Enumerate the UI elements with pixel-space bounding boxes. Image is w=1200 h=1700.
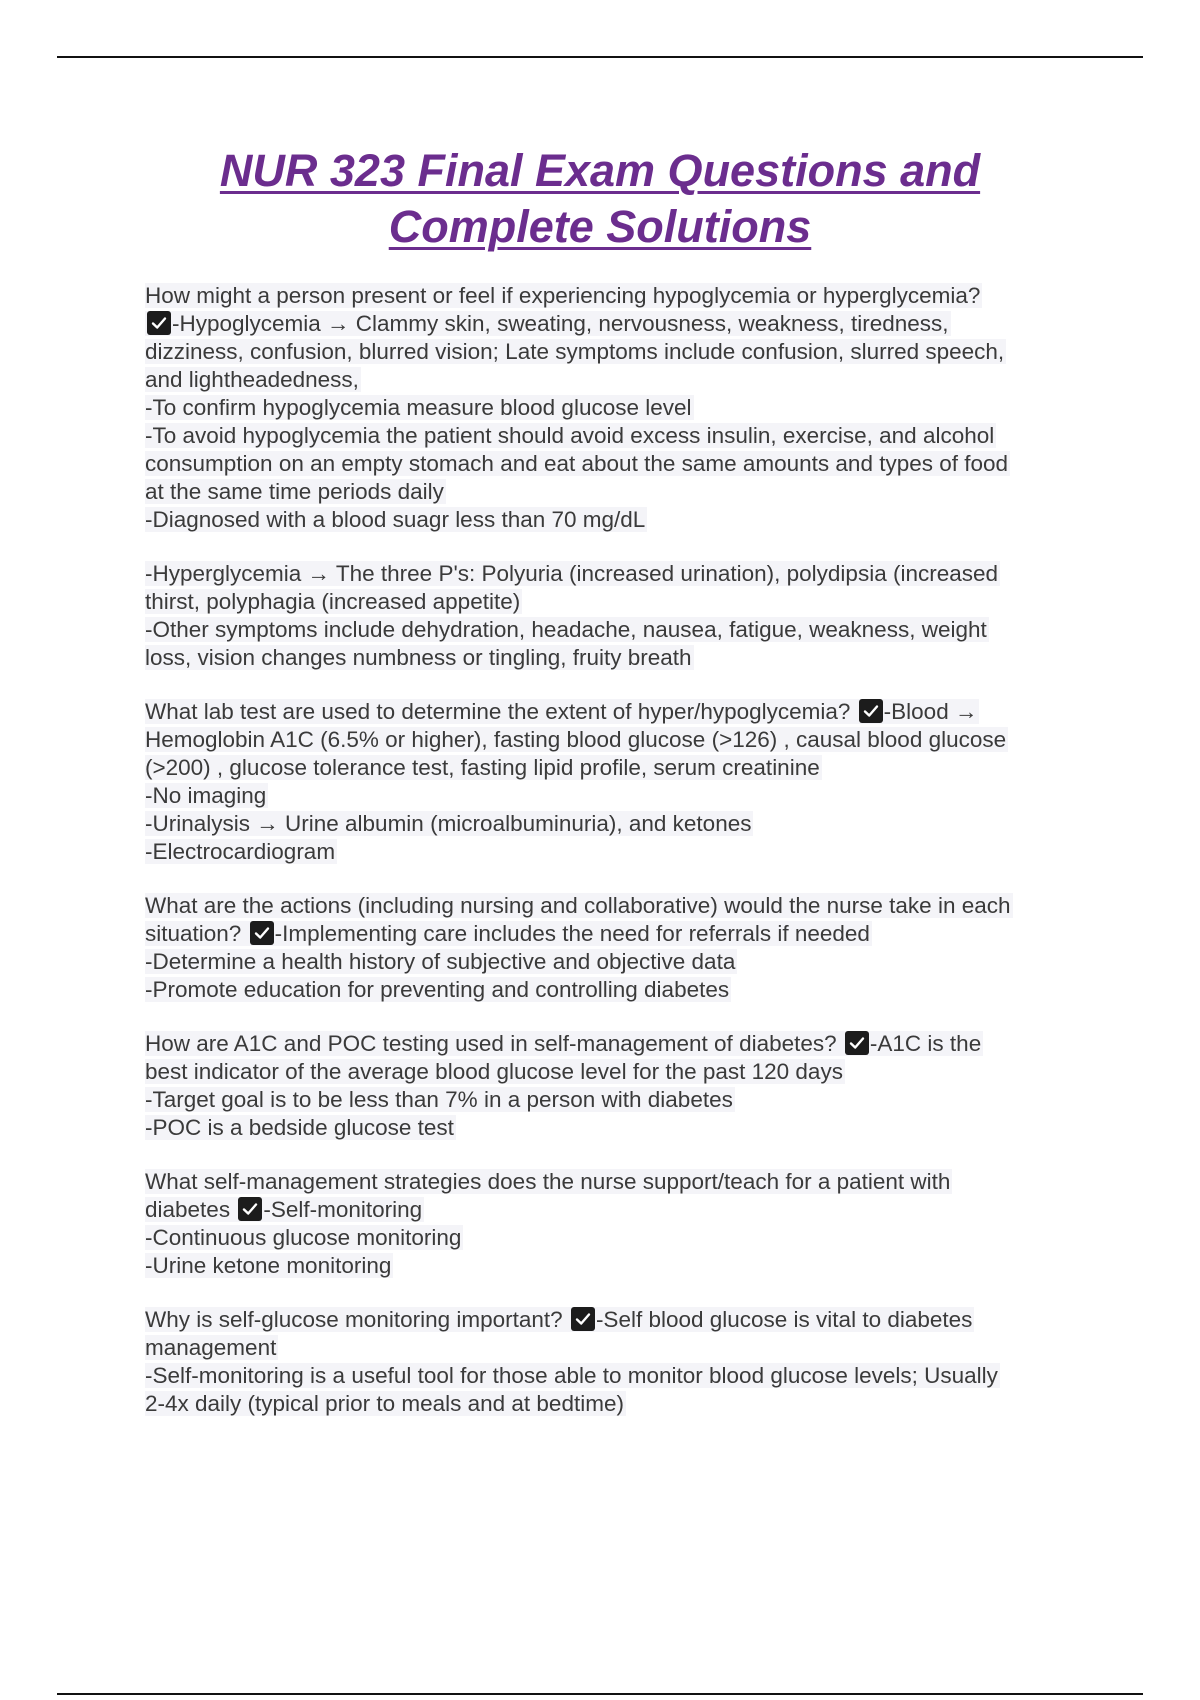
qa-list: [145, 282, 1080, 1444]
qa-text: diabetes: [145, 1197, 231, 1222]
qa-text: -Hypoglycemia → Clammy skin, sweating, nervousness, weakness, tiredness,: [172, 311, 949, 336]
qa-text: -Urinalysis → Urine albumin (microalbuminuria), and ketones: [145, 811, 752, 836]
qa-answer-text: -Blood →: [883, 699, 978, 724]
qa-text: 2-4x daily (typical prior to meals and at bedtime): [145, 1391, 624, 1416]
qa-text: at the same time periods daily: [145, 479, 444, 504]
qa-text: Hemoglobin A1C (6.5% or higher), fasting blood glucose (>126) , causal blood glucose: [145, 727, 1007, 752]
qa-line: [145, 726, 1080, 754]
checkmark-icon: [845, 1031, 869, 1055]
qa-text: best indicator of the average blood glucose level for the past 120 days: [145, 1059, 843, 1084]
qa-line: [145, 1390, 1080, 1418]
qa-line: [145, 616, 1080, 644]
qa-text: -Hyperglycemia → The three P's: Polyuria (increased urination), polydipsia (increased: [145, 561, 999, 586]
qa-line: [145, 1362, 1080, 1390]
qa-text: -Determine a health history of subjective and objective data: [145, 949, 736, 974]
qa-text: situation?: [145, 921, 242, 946]
qa-text: How are A1C and POC testing used in self-management of diabetes?: [145, 1031, 837, 1056]
qa-block: [145, 560, 1080, 672]
qa-line: [145, 1086, 1080, 1114]
qa-line: [145, 1224, 1080, 1252]
qa-text: -Promote education for preventing and controlling diabetes: [145, 977, 730, 1002]
qa-text: How might a person present or feel if experiencing hypoglycemia or hyperglycemia?: [145, 283, 981, 308]
qa-line: [145, 1114, 1080, 1142]
qa-line: [145, 948, 1080, 976]
qa-text: -To avoid hypoglycemia the patient should avoid excess insulin, exercise, and alcohol: [145, 423, 995, 448]
qa-text: -Other symptoms include dehydration, headache, nausea, fatigue, weakness, weight: [145, 617, 987, 642]
qa-line: [145, 644, 1080, 672]
qa-line: [145, 310, 1080, 338]
title-line-1: NUR 323 Final Exam Questions and: [219, 145, 981, 196]
qa-line: [145, 698, 1080, 726]
qa-line: [145, 338, 1080, 366]
qa-text: management: [145, 1335, 277, 1360]
qa-text: -Self-monitoring is a useful tool for those able to monitor blood glucose levels; Usually: [145, 1363, 998, 1388]
qa-line: [145, 1306, 1080, 1334]
qa-line: [145, 810, 1080, 838]
qa-block: [145, 698, 1080, 866]
checkmark-icon: [571, 1307, 595, 1331]
title-line-2: Complete Solutions: [388, 201, 812, 252]
qa-text: -Urine ketone monitoring: [145, 1253, 392, 1278]
qa-line: [145, 838, 1080, 866]
qa-text: and lightheadedness,: [145, 367, 359, 392]
qa-answer-text: -Self blood glucose is vital to diabetes: [595, 1307, 973, 1332]
qa-line: [145, 1252, 1080, 1280]
qa-text: (>200) , glucose tolerance test, fasting lipid profile, serum creatinine: [145, 755, 820, 780]
qa-text: What are the actions (including nursing and collaborative) would the nurse take in each: [145, 893, 1011, 918]
qa-answer-text: -Self-monitoring: [263, 1197, 423, 1222]
qa-line: [145, 1058, 1080, 1086]
qa-line: [145, 920, 1080, 948]
qa-line: [145, 450, 1080, 478]
qa-line: [145, 976, 1080, 1004]
qa-line: [145, 366, 1080, 394]
qa-line: [145, 1168, 1080, 1196]
qa-line: [145, 892, 1080, 920]
qa-answer-text: -A1C is the: [869, 1031, 982, 1056]
qa-block: [145, 1306, 1080, 1418]
qa-line: [145, 782, 1080, 810]
qa-text: Why is self-glucose monitoring important?: [145, 1307, 563, 1332]
qa-block: [145, 892, 1080, 1004]
checkmark-icon: [238, 1197, 262, 1221]
qa-line: [145, 560, 1080, 588]
qa-text: -Diagnosed with a blood suagr less than 70 mg/dL: [145, 507, 646, 532]
checkmark-icon: [147, 311, 171, 335]
qa-block: [145, 282, 1080, 534]
checkmark-icon: [250, 921, 274, 945]
qa-line: [145, 478, 1080, 506]
qa-text: -POC is a bedside glucose test: [145, 1115, 454, 1140]
header-rule: [57, 56, 1143, 58]
qa-line: [145, 422, 1080, 450]
document-title: [100, 143, 1100, 255]
qa-block: [145, 1168, 1080, 1280]
qa-text: What self-management strategies does the nurse support/teach for a patient with: [145, 1169, 951, 1194]
qa-answer-text: -Implementing care includes the need for referrals if needed: [274, 921, 870, 946]
qa-line: [145, 394, 1080, 422]
qa-line: [145, 1030, 1080, 1058]
qa-text: consumption on an empty stomach and eat about the same amounts and types of food: [145, 451, 1009, 476]
qa-line: [145, 282, 1080, 310]
qa-text: What lab test are used to determine the extent of hyper/hypoglycemia?: [145, 699, 851, 724]
qa-block: [145, 1030, 1080, 1142]
qa-text: -Electrocardiogram: [145, 839, 336, 864]
qa-text: -Continuous glucose monitoring: [145, 1225, 462, 1250]
qa-text: thirst, polyphagia (increased appetite): [145, 589, 521, 614]
qa-line: [145, 1334, 1080, 1362]
qa-line: [145, 506, 1080, 534]
qa-text: -Target goal is to be less than 7% in a person with diabetes: [145, 1087, 733, 1112]
qa-text: dizziness, confusion, blurred vision; Late symptoms include confusion, slurred speech,: [145, 339, 1005, 364]
qa-line: [145, 754, 1080, 782]
qa-text: -No imaging: [145, 783, 267, 808]
footer-rule: [57, 1693, 1143, 1695]
checkmark-icon: [859, 699, 883, 723]
qa-line: [145, 1196, 1080, 1224]
qa-line: [145, 588, 1080, 616]
qa-text: loss, vision changes numbness or tingling, fruity breath: [145, 645, 692, 670]
qa-text: -To confirm hypoglycemia measure blood glucose level: [145, 395, 692, 420]
